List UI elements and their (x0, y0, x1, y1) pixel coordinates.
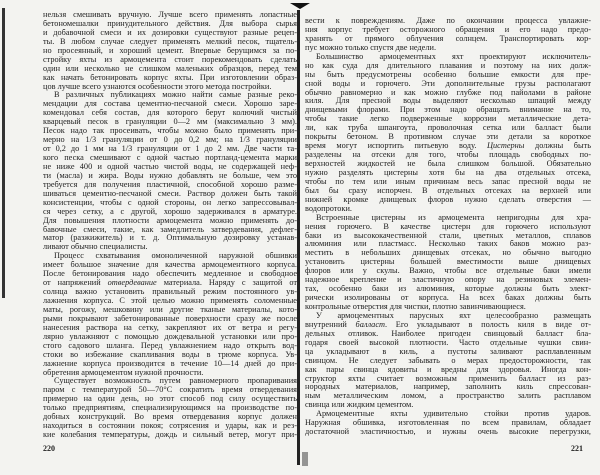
text-segment: В различных публикациях можно найти самые разные реко- (54, 91, 297, 100)
text-line (305, 321, 591, 330)
text-segment: от 0,2 до 1 мм на 1/3 грануляции от 1 до 2 мм. Две части та- (43, 145, 297, 154)
text-segment: обычно равномерно и как можно глубже под пайолами в районе (305, 88, 591, 97)
text-line (305, 178, 591, 187)
text-segment: ца укладывают в киль, а пустоты заливают расплавленным (305, 347, 591, 356)
text-line (305, 428, 591, 437)
text-line (43, 413, 297, 422)
text-line (305, 17, 591, 26)
text-line (305, 115, 591, 124)
text-segment: достаточной эластичностью, и нужны очень высокие перегрузки, (305, 428, 591, 437)
text-segment: только предприятиям, специализирующимся на производстве по- (43, 404, 297, 413)
text-segment: чтобы по тем или иным причинам весь запас пресной воды не (305, 177, 591, 186)
text-segment: вести к повреждениям. Даже по окончании процесса увлажне- (305, 17, 591, 25)
text-line (43, 208, 297, 217)
text-segment: годаря своей высокой плотности. Часто отдельные чушки свин- (305, 338, 591, 347)
text-segment: покрыты бетоном. В противном случае эти детали за короткое (305, 133, 591, 142)
text-segment: нельзя смешивать вручную. Лучше всего применять лопастные (43, 11, 297, 19)
text-line (305, 232, 591, 241)
text-line (305, 410, 591, 419)
text-segment: Для повышения плотности армоцемента можно применять до- (43, 216, 297, 225)
text-segment: свинца или жидким цементом. (305, 401, 414, 410)
text-segment: ти (масла) и жира. Воды нужно добавлять не больше, чем это (43, 171, 297, 180)
text-line (43, 386, 297, 395)
text-segment: примерно на один день, но этот способ под силу осуществить (43, 395, 297, 404)
text-segment: ния корпус требует осторожного обращения и его надо предо- (305, 25, 591, 34)
text-segment: пус можно только спустя две недели. (305, 43, 437, 52)
text-line (43, 47, 297, 56)
text-line (305, 35, 591, 44)
text-segment: находиться в состоянии покоя; сотрясения и удары, как и рез- (43, 422, 297, 431)
text-segment: лажнение корпуса производится в течение 10—14 дней до при- (43, 359, 297, 368)
text-segment: Встроенные цистерны из армоцемента непригодны для хра- (316, 213, 591, 222)
text-segment: и добавочной смеси и их дозировки существуют разные рецеп- (43, 28, 297, 37)
text-line (43, 100, 297, 109)
page-number-right: 221 (571, 444, 583, 453)
text-segment: кварцевый песок в грануляции 0—2 мм (максимально 3 мм). (43, 118, 297, 127)
text-line (305, 214, 591, 223)
text-line (305, 106, 591, 115)
text-segment: Процесс схватывания омоноличенной наружной обшивки (54, 252, 297, 261)
text-line (305, 375, 591, 384)
text-segment: материала. Наряду с защитой от (156, 279, 297, 288)
text-segment: комендовал себя состав, для которого берут колючий чистый (43, 109, 297, 118)
text-line (43, 11, 297, 20)
text-line (305, 348, 591, 357)
text-line (305, 276, 591, 285)
text-line (305, 187, 591, 196)
text-line (305, 357, 591, 366)
text-segment: как начать бетонировать корпус яхты. При изготовлении образ- (43, 73, 297, 82)
text-segment: стоки во избежание скапливания воды в трюме корпуса. Ув- (43, 350, 297, 359)
text-segment: бетономешалки принудительного действия. Для выбора сырья (43, 19, 297, 28)
text-line (305, 330, 591, 339)
text-segment: хранять от прямого облучения солнцем. Транспортировать кор- (305, 34, 591, 43)
text-line (305, 258, 591, 267)
text-line (43, 199, 297, 208)
text-line (305, 223, 591, 232)
text-line (43, 38, 297, 47)
text-line (43, 190, 297, 199)
text-line (305, 392, 591, 401)
text-segment: киля. Для пресной воды выделяют несколько шпаций между (305, 97, 591, 106)
text-segment: стого садового шланга. Перед увлажнением надо открыть вод- (43, 341, 297, 350)
text-segment: кие колебания температуры, дождь и сильный ветер, могут при- (43, 431, 297, 440)
text-segment: нижней кромке днищевых флоров нужно сделать отверстия — (305, 195, 591, 204)
text-line (43, 217, 297, 226)
text-segment: чтобы такие легко подверженные коррозии металлические дета- (305, 115, 591, 124)
text-line (43, 83, 297, 92)
text-line (43, 288, 297, 297)
text-segment: верхностей жидкостей не была слишком большой. Обязательно (305, 160, 591, 168)
text-segment: рыми покрывают забетонированные поверхности сразу же после (43, 314, 297, 323)
text-segment: мендации для состава цементно-песчаной смеси. Хорошо заре- (43, 100, 297, 109)
text-segment: У армоцементных парусных яхт целесообразно размещать (316, 311, 591, 320)
text-segment: но как суда для длительного плавания и поэтому на них долж- (305, 61, 591, 70)
text-segment: местить в небольших днищевых отсеках, но обычно выгодно (305, 249, 591, 258)
text-segment: консистенции, чтобы с одной стороны, он легко запрессовывал- (43, 198, 297, 207)
text-segment: цов лучше всего узнаются особенности этого метода постройки. (43, 82, 272, 91)
text-segment: шиваться цементно-песчаной смеси. Раствор должен быть такой (43, 189, 297, 198)
left-page-text (43, 11, 297, 440)
text-line (305, 196, 591, 205)
text-line (43, 431, 297, 440)
text-line (43, 20, 297, 29)
text-segment: Армоцементные яхты удивительно стойки против ударов. (316, 410, 591, 419)
text-segment: был бы сразу испорчен. В отдельных отсеках на верхней или (305, 186, 591, 195)
text-line (305, 419, 591, 428)
text-line (305, 97, 591, 106)
text-line (305, 267, 591, 276)
text-segment: время могут испортить питьевую воду. (305, 142, 488, 151)
text-segment: лажнения корпуса. С этой целью можно применять соломенные (43, 297, 297, 305)
text-segment: водопротоки. (305, 204, 352, 213)
text-line (43, 297, 297, 306)
text-segment: дельных отливок. Наиболее пригоден свинцовый балласт бла- (305, 329, 591, 338)
text-line (305, 401, 591, 410)
text-segment: надежное крепление и эластичную опору на резиновых элемен- (305, 276, 591, 285)
text-segment: ты. В любом случае следует применять мелкий песок, тщатель- (43, 37, 297, 46)
text-segment: Большинство армоцементных яхт проектируют исключитель- (316, 52, 591, 61)
text-segment: но просеянный, и хороший цемент. Впервые берущимся за по- (43, 46, 297, 55)
text-line (43, 333, 297, 342)
text-line (305, 312, 591, 321)
text-line (43, 270, 297, 279)
text-line (43, 377, 297, 386)
text-line (305, 240, 591, 249)
book-gutter (297, 10, 300, 465)
text-segment: кого песка смешивают с одной частью портланд-цемента марки (43, 154, 297, 162)
text-segment: нужно разделять цистерны хотя бы на два отдельных отсека, (305, 168, 591, 177)
text-segment: ся через сетку, а с другой, хорошо задерживался в арматуре. (43, 207, 297, 216)
text-line (305, 160, 591, 169)
text-line (43, 163, 297, 172)
text-segment: баки из высококачественной стали, цветных металлов, сплавов (305, 231, 591, 240)
text-segment: нородных материалов, например, заполнить киль спрессован- (305, 383, 591, 392)
text-segment: ли, как труба шпангоута, проволочная сетка или балласт были (305, 124, 591, 133)
text-segment: один или несколько не слишком маленьких образцов, перед тем (43, 64, 297, 73)
text-line (305, 383, 591, 392)
text-segment: алюминия или пластмасс. Несколько таких баков можно раз- (305, 240, 591, 249)
text-line (305, 26, 591, 35)
text-segment: бавочные смеси, такие, как замедлитель затвердевания, дефлег- (43, 225, 297, 234)
page-number-left: 220 (43, 444, 55, 453)
text-segment: паром с температурой 50—70°С сократить время отвердевания (43, 386, 297, 395)
text-line (43, 369, 297, 378)
text-segment: Наружная обшивка, изготовленная по всем правилам, обладает (305, 419, 591, 428)
text-segment: нения горючего. В качестве цистерн для горючего используют (305, 222, 591, 231)
text-line (305, 151, 591, 160)
text-line (43, 29, 297, 38)
text-line (43, 422, 297, 431)
text-line (43, 65, 297, 74)
text-line (43, 226, 297, 235)
text-line (305, 80, 591, 89)
text-line (305, 303, 591, 312)
italic-term: отвердевание (107, 279, 157, 288)
text-segment: ливают обычно специалисты. (43, 243, 148, 252)
text-line (43, 91, 297, 100)
text-segment: не ниже 400 и одной частью чистой воды, не содержащей неф- (43, 162, 297, 171)
text-segment: мерно на 1/3 грануляции от 0 до 0,2 мм; на 1/3 грануляции (43, 136, 297, 145)
text-segment: контрольные отверстия для чистки, плотно завинчивающиеся. (305, 303, 526, 311)
text-segment: нанесения раствора на сетку, закрепляют их от ветра и регу- (43, 323, 297, 332)
text-segment: . Его укладывают в полость киля в виде от- (385, 320, 591, 329)
text-line (43, 306, 297, 315)
text-segment: ным металлическим ломом, а пространство залить расплавом (305, 392, 591, 401)
text-line (43, 252, 297, 261)
text-line (43, 136, 297, 145)
text-segment: должны быть (524, 142, 591, 151)
text-segment: флоров или у скулы. Важно, чтобы все отдельные баки имели (305, 267, 591, 276)
text-segment: лярно увлажняют с помощью дождевальной установки или про- (43, 332, 297, 341)
book-spine-edge-left (2, 8, 5, 298)
text-line (305, 285, 591, 294)
text-segment: солнца важно установить правильный режим постоянного ув- (43, 288, 297, 297)
text-line (305, 124, 591, 133)
text-line (43, 234, 297, 243)
text-line (305, 249, 591, 258)
text-line (305, 44, 591, 53)
text-segment: от напряжений (43, 279, 108, 288)
text-line (43, 342, 297, 351)
text-line (43, 154, 297, 163)
text-line (305, 169, 591, 178)
text-segment: Песок надо так просеивать, чтобы можно было применять при- (43, 127, 297, 136)
text-line (43, 56, 297, 65)
text-line (43, 145, 297, 154)
text-segment: добных конструкций. Во время отвердевания корпус должен (43, 413, 297, 422)
text-segment: имеет большое значение для качества армоцементного корпуса. (43, 261, 297, 270)
text-segment: днищевыми флорами. При этом надо обращать внимание на то, (305, 106, 591, 115)
text-segment: Существует возможность путем равномерного пропаривания (54, 377, 297, 386)
text-line (305, 294, 591, 303)
text-line (43, 109, 297, 118)
gutter-marker (290, 3, 310, 9)
text-line (43, 172, 297, 181)
text-line (305, 62, 591, 71)
text-segment: структор яхты считает возможным применить балласт из раз- (305, 374, 591, 383)
text-line (43, 395, 297, 404)
text-segment: свинцом. Не следует забывать о мерах предосторожности, так (305, 356, 591, 365)
text-segment: маты, рогожу, мешковину или другие тканые материалы, кото- (43, 305, 297, 314)
text-line (43, 279, 297, 288)
text-line (43, 243, 297, 252)
scan-smudge (302, 452, 308, 466)
text-line (43, 360, 297, 369)
italic-term: балласт (355, 320, 385, 329)
text-line (43, 74, 297, 83)
text-segment: требуется для получения пластичной, способной хорошо разме- (43, 180, 297, 189)
text-line (305, 339, 591, 348)
text-line (43, 118, 297, 127)
text-line (43, 315, 297, 324)
text-segment: сной воды и горючего. Эти дополнительные грузы располагают (305, 79, 591, 88)
text-line (305, 89, 591, 98)
text-segment: рически изолированы от корпуса. На всех баках должны быть (305, 294, 591, 303)
text-line (43, 351, 297, 360)
text-segment: ны быть предусмотрены особенно большие емкости для пре- (305, 70, 591, 79)
text-line (305, 142, 591, 151)
text-segment: тах, особенно баки из алюминия, которые должны быть элект- (305, 285, 591, 294)
text-line (305, 71, 591, 80)
text-line (305, 205, 591, 214)
text-line (305, 366, 591, 375)
text-line (43, 181, 297, 190)
text-line (305, 53, 591, 62)
text-segment: обретения армоцементом нужной прочности. (43, 368, 204, 377)
text-segment: стройку яхты из армоцемента стоит порекомендовать сделать (43, 55, 297, 64)
right-page-text (305, 17, 591, 437)
text-line (43, 261, 297, 270)
text-segment: установить цистерны большей вместимости выше днищевых (305, 258, 591, 267)
text-segment: разделены на отсеки для того, чтобы площадь свободных по- (305, 151, 591, 160)
text-segment: матор (разжижитель) и т. д. Оптимальную дозировку устанав- (43, 234, 297, 243)
text-line (305, 133, 591, 142)
text-line (43, 324, 297, 333)
text-segment: внутренний (305, 320, 356, 329)
text-line (43, 127, 297, 136)
text-segment: После бетонирования надо обеспечить медленное и свободное (43, 270, 297, 279)
text-line (43, 404, 297, 413)
italic-term: Цистерны (487, 142, 525, 151)
text-segment: как пары свинца ядовиты и вредны для здоровья. Иногда кон- (305, 365, 591, 374)
